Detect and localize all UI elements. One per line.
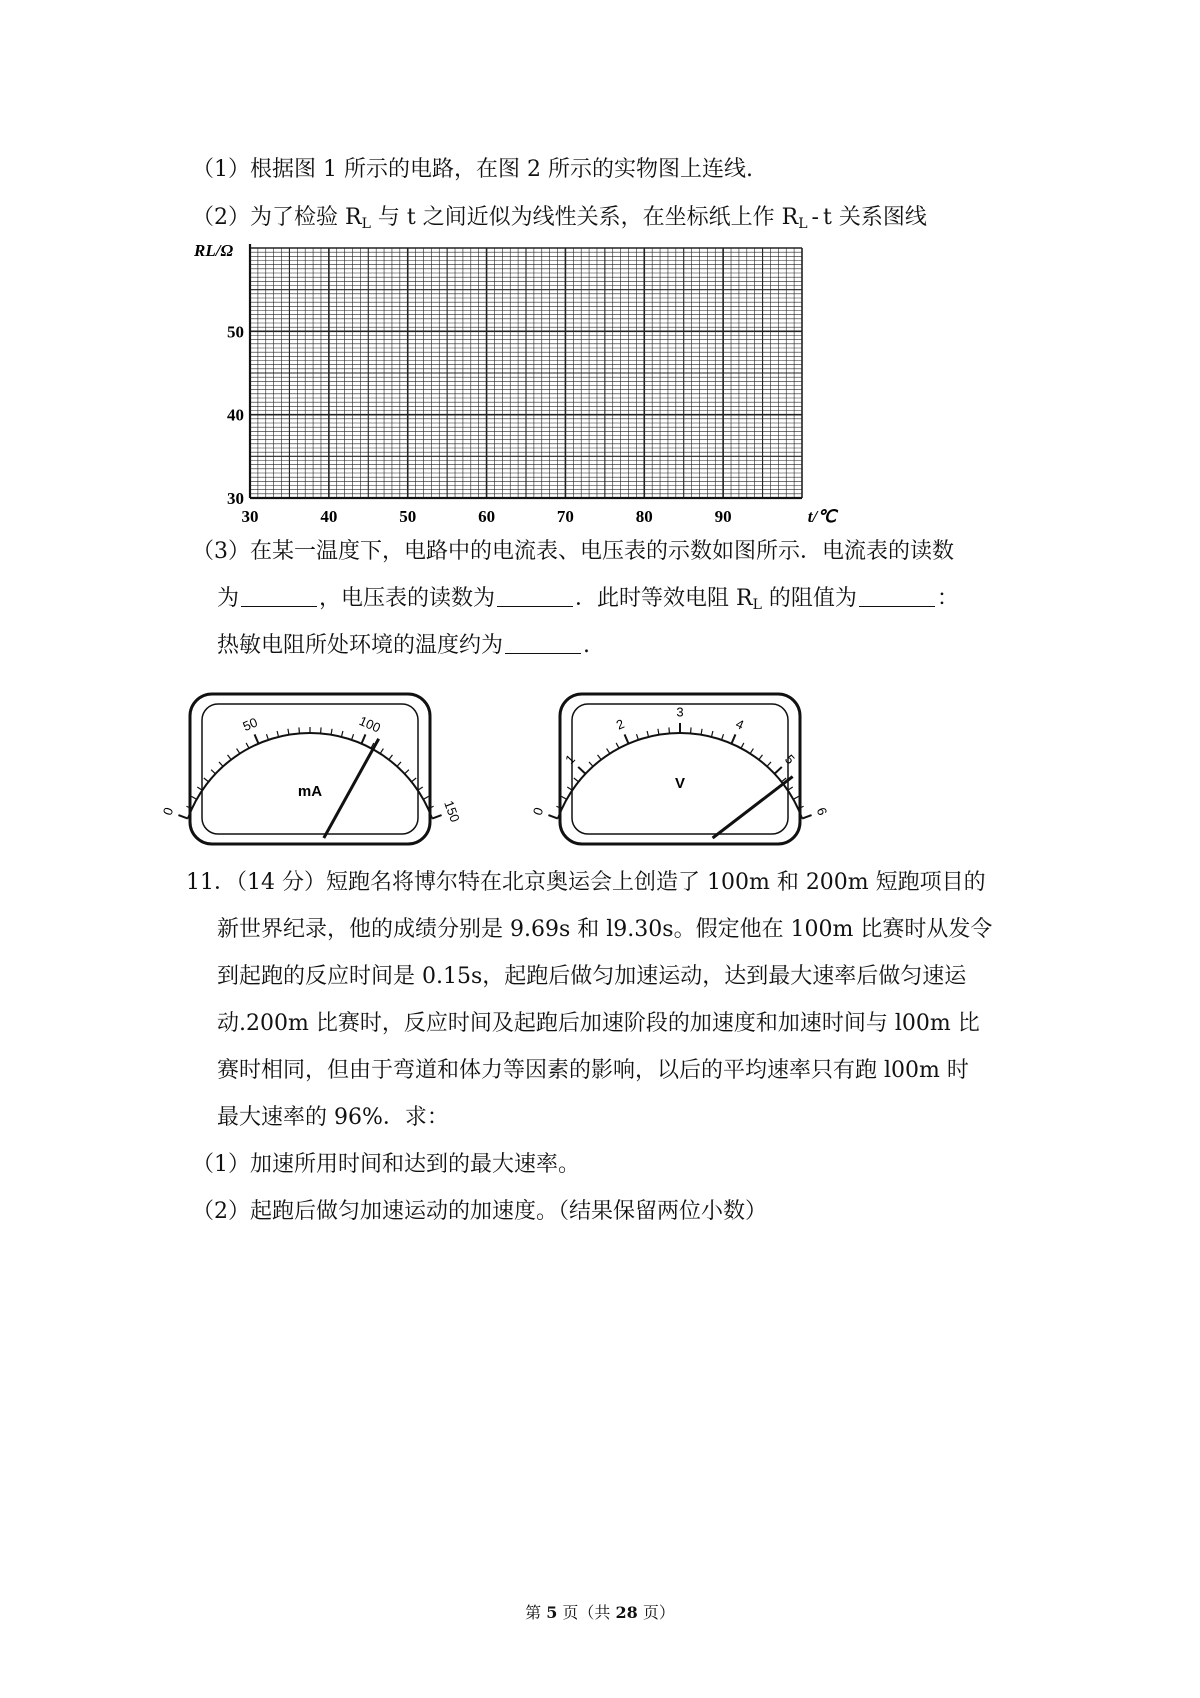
q10-part3-line2b: ，电压表的读数为 <box>319 586 496 611</box>
meter-tick <box>589 762 593 766</box>
meter-tick <box>741 743 744 748</box>
meter-tick-label: 100 <box>356 713 383 736</box>
q11-part2: （2）起跑后做匀加速运动的加速度。（结果保留两位小数） <box>192 1199 767 1224</box>
meter-tick <box>750 749 753 754</box>
rl-t-graph-svg <box>192 240 837 530</box>
meter-tick <box>711 731 712 737</box>
q10-part3-line3b: . <box>583 633 591 658</box>
meter-tick-label: 5 <box>781 751 798 768</box>
q10-part3-line2c: ．此时等效电阻 R <box>575 586 753 611</box>
voltmeter-reading-blank[interactable] <box>497 584 573 607</box>
footer-mid: 页（共 <box>557 1603 616 1622</box>
meter-tick <box>246 743 249 748</box>
q11-line3: 到起跑的反应时间是 0.15s，起跑后做匀加速运动，达到最大速率后做匀速运 <box>217 964 967 989</box>
y-tick-label: 30 <box>227 489 244 508</box>
meter-tick-label: 3 <box>676 704 684 720</box>
q10-part2 <box>192 203 927 239</box>
meter-tick <box>625 734 629 743</box>
rl-t-graph <box>192 240 837 530</box>
x-tick-label: 70 <box>556 507 574 526</box>
meter-arc <box>188 733 432 819</box>
ammeter-outer-frame <box>190 694 430 844</box>
meter-tick <box>237 749 240 754</box>
q11-part1: （1）加速所用时间和达到的最大速率。 <box>192 1152 580 1177</box>
q10-part3-line1: （3）在某一温度下，电路中的电流表、电压表的示数如图所示．电流表的读数 <box>192 539 954 564</box>
meter-tick <box>793 796 798 799</box>
footer-total-pages: 28 <box>615 1603 638 1622</box>
meter-tick-label: 4 <box>733 715 747 733</box>
q10-part3-line3a: 热敏电阻所处环境的温度约为 <box>217 633 504 658</box>
meter-tick <box>361 734 365 743</box>
meter-tick <box>255 734 259 743</box>
y-tick-label: 40 <box>227 405 244 425</box>
temperature-blank[interactable] <box>505 631 581 654</box>
meter-tick <box>423 796 428 799</box>
footer-post: 页） <box>637 1603 675 1622</box>
voltmeter-scale <box>530 704 830 818</box>
x-tick-label: 90 <box>714 507 732 526</box>
q11-line5: 赛时相同，但由于弯道和体力等因素的影响，以后的平均速率只有跑 l00m 时 <box>217 1058 969 1083</box>
q10-part3-line3 <box>217 631 590 661</box>
q10-part3-line2e: ： <box>936 586 959 611</box>
page-footer <box>0 1600 1200 1623</box>
meter-tick <box>412 778 417 782</box>
q10-part3-line2 <box>217 584 959 620</box>
meter-tick <box>775 767 782 774</box>
q11-line2: 新世界纪录，他的成绩分别是 9.69s 和 l9.30s。假定他在 100m 比赛时从发令 <box>217 917 993 942</box>
meter-tick <box>731 734 735 743</box>
q11-line4: 动.200m 比赛时，反应时间及起跑后加速阶段的加速度和加速时间与 l00m 比 <box>217 1011 980 1036</box>
x-tick-label: 40 <box>320 507 338 526</box>
meter-tick <box>578 767 585 774</box>
x-tick-label: 60 <box>478 507 496 526</box>
meter-tick <box>228 755 232 760</box>
meter-tick <box>647 731 648 737</box>
footer-page-number: 5 <box>546 1603 558 1622</box>
voltmeter-needle <box>713 777 793 838</box>
q10-part2-sub2: L <box>798 216 808 232</box>
meter-tick <box>380 749 383 754</box>
voltmeter <box>530 694 830 844</box>
meter-tick <box>616 743 619 748</box>
meter-tick <box>277 731 278 737</box>
meter-tick-label: 1 <box>562 751 579 768</box>
meter-tick <box>802 815 811 818</box>
q11-line1: 11．（14 分）短跑名将博尔特在北京奥运会上创造了 100m 和 200m 短跑项目的 <box>186 870 986 895</box>
q10-part1: （1）根据图 1 所示的电路，在图 2 所示的实物图上连线. <box>192 157 753 182</box>
q10-part3-line2d: 的阻值为 <box>761 586 857 611</box>
meter-tick <box>211 770 215 774</box>
q10-part3-line2a: 为 <box>217 586 240 611</box>
q10-part2-sub1: L <box>361 216 371 232</box>
ammeter <box>160 694 463 844</box>
q10-part2-after: t 关系图线 <box>822 205 927 230</box>
meter-tick <box>204 778 209 782</box>
ammeter-inner-frame <box>202 704 418 834</box>
meter-tick <box>341 731 342 737</box>
q10-part3-line2sub: L <box>752 597 762 613</box>
q10-part2-dash: - <box>811 205 819 230</box>
graph-grid <box>250 244 802 498</box>
meters-figure <box>159 688 940 848</box>
meter-tick <box>389 755 393 760</box>
ammeter-unit: mA <box>297 783 323 800</box>
x-tick-label: 30 <box>241 507 259 526</box>
meter-tick <box>548 815 557 818</box>
meter-tick <box>219 762 223 766</box>
meter-tick <box>405 770 409 774</box>
meter-tick <box>561 796 566 799</box>
q10-part2-middle: 与 t 之间近似为线性关系，在坐标纸上作 R <box>370 205 799 230</box>
meter-tick <box>598 755 602 760</box>
meter-tick <box>607 749 610 754</box>
meter-tick <box>574 778 579 782</box>
q10-part2-before: （2）为了检验 R <box>192 205 362 230</box>
meter-tick <box>432 815 441 818</box>
meter-tick <box>397 762 401 766</box>
meter-tick <box>759 755 763 760</box>
meter-tick <box>767 762 771 766</box>
meter-tick-label: 150 <box>441 798 463 825</box>
meter-tick <box>178 815 187 818</box>
meter-tick-label: 50 <box>240 714 260 735</box>
meter-tick <box>191 796 196 799</box>
footer-pre: 第 <box>525 1603 547 1622</box>
meter-tick-label: 0 <box>159 805 177 818</box>
meter-tick-label: 6 <box>813 805 831 818</box>
x-tick-label: 50 <box>399 507 417 526</box>
ammeter-reading-blank[interactable] <box>241 584 317 607</box>
y-axis-label: RL/Ω <box>194 241 234 260</box>
x-axis-label: t/℃ <box>807 507 837 526</box>
q11-line6: 最大速率的 96%．求： <box>217 1105 449 1130</box>
x-tick-label: 80 <box>635 507 653 526</box>
y-tick-label: 50 <box>227 322 244 342</box>
voltmeter-unit: V <box>674 775 686 792</box>
meter-tick-label: 2 <box>613 715 627 733</box>
meter-tick-label: 0 <box>529 805 547 818</box>
meters-svg <box>159 688 940 848</box>
ammeter-needle <box>324 739 379 838</box>
resistance-blank[interactable] <box>859 584 935 607</box>
